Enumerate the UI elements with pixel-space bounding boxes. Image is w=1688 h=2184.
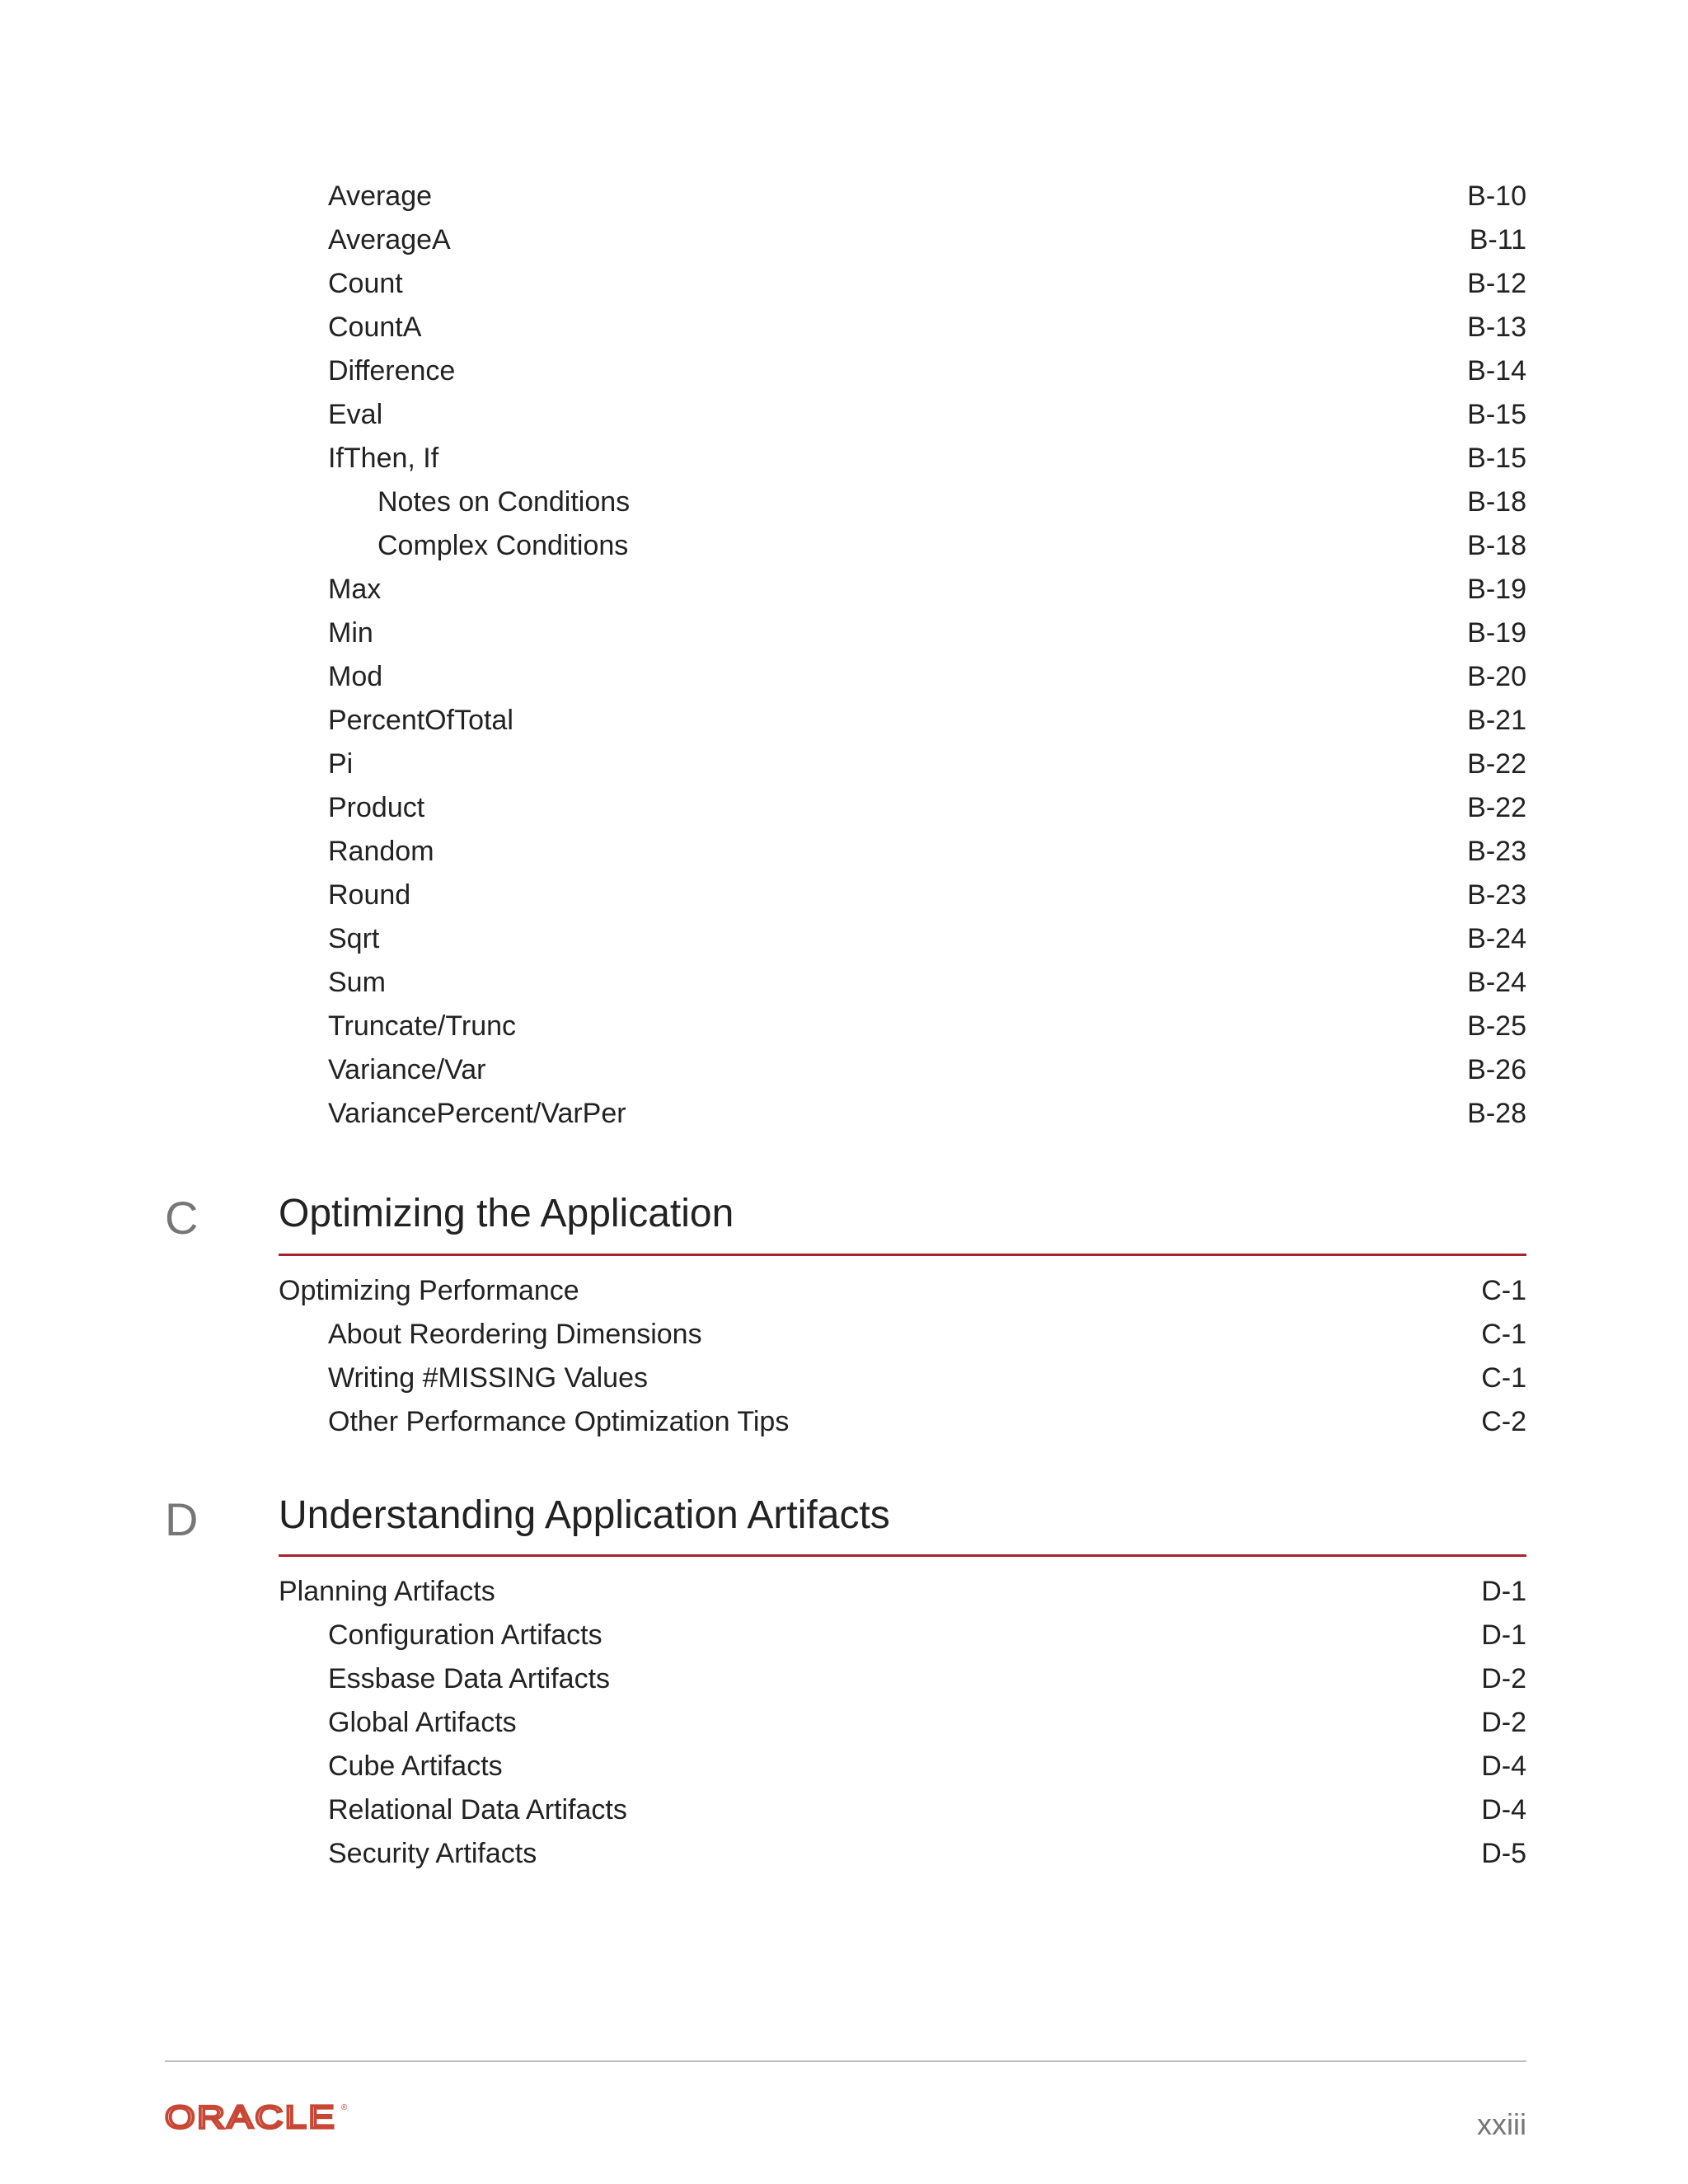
toc-entry-label: Security Artifacts [328, 1838, 537, 1869]
oracle-logo [165, 2100, 354, 2133]
toc-entry-label: Difference [328, 355, 456, 387]
toc-entry-label: Configuration Artifacts [328, 1619, 603, 1651]
toc-entry-label: Count [328, 268, 403, 299]
chapter-letter-c: C [165, 1192, 199, 1244]
toc-entry-label: CountA [328, 312, 422, 343]
toc-entry-page: B-24 [1467, 967, 1526, 998]
toc-entry-page: C-2 [1481, 1406, 1526, 1437]
toc-entry-page: D-1 [1481, 1576, 1526, 1607]
toc-entry-label: Min [328, 617, 373, 649]
toc-entry-page: B-24 [1467, 923, 1526, 954]
chapter-title-c[interactable]: Optimizing the Application [279, 1192, 734, 1235]
toc-entry-label: Sum [328, 967, 386, 998]
toc-entry-page: B-28 [1467, 1098, 1526, 1129]
toc-entry-label: PercentOfTotal [328, 705, 513, 736]
toc-entry-label: VariancePercent/VarPer [328, 1098, 626, 1129]
toc-entry-page: C-1 [1481, 1362, 1526, 1394]
chapter-divider [279, 1254, 1526, 1256]
toc-entry-page: B-22 [1467, 792, 1526, 823]
toc-entry-label: Writing #MISSING Values [328, 1362, 648, 1394]
toc-entry-page: B-10 [1467, 180, 1526, 212]
toc-entry-page: B-25 [1467, 1010, 1526, 1042]
toc-entry-label: Mod [328, 661, 383, 692]
toc-entry-label: About Reordering Dimensions [328, 1319, 702, 1350]
footer-divider [165, 2060, 1526, 2062]
toc-entry-label: Complex Conditions [377, 530, 629, 561]
toc-entry-page: B-12 [1467, 268, 1526, 299]
toc-entry-page: C-1 [1481, 1275, 1526, 1306]
toc-entry-page: B-26 [1467, 1054, 1526, 1085]
toc-entry-label: Relational Data Artifacts [328, 1794, 627, 1825]
toc-entry-page: B-14 [1467, 355, 1526, 387]
toc-entry-page: D-2 [1481, 1663, 1526, 1694]
chapter-title-d[interactable]: Understanding Application Artifacts [279, 1493, 890, 1537]
toc-entry-page: B-19 [1467, 574, 1526, 605]
toc-entry-label: Pi [328, 748, 354, 780]
toc-entry-page: B-21 [1467, 705, 1526, 736]
toc-entry-page: B-15 [1467, 399, 1526, 430]
toc-entry-label: Product [328, 792, 425, 823]
toc-entry-page: D-1 [1481, 1619, 1526, 1651]
toc-entry-label: Eval [328, 399, 383, 430]
toc-entry-page: B-13 [1467, 312, 1526, 343]
toc-entry-label: Max [328, 574, 382, 605]
chapter-letter-d: D [165, 1493, 199, 1545]
toc-entry-label: Global Artifacts [328, 1707, 517, 1738]
page-number: xxiii [1477, 2107, 1526, 2141]
toc-entry-label: Cube Artifacts [328, 1750, 503, 1782]
toc-entry-page: B-23 [1467, 836, 1526, 867]
toc-entry-page: D-4 [1481, 1750, 1526, 1782]
toc-entry-label: Sqrt [328, 923, 380, 954]
toc-entry-label: Planning Artifacts [279, 1576, 495, 1607]
toc-entry-page: D-4 [1481, 1794, 1526, 1825]
toc-entry-label: Other Performance Optimization Tips [328, 1406, 790, 1437]
toc-entry-page: B-23 [1467, 879, 1526, 911]
toc-entry-page: B-20 [1467, 661, 1526, 692]
toc-entry-label: AverageA [328, 224, 451, 255]
toc-entry-page: B-22 [1467, 748, 1526, 780]
toc-entry-label: Notes on Conditions [377, 486, 631, 518]
registered-mark-icon: ® [341, 2103, 348, 2112]
toc-entry-label: Average [328, 180, 433, 212]
toc-entry-label: IfThen, If [328, 443, 439, 474]
toc-entry-page: B-15 [1467, 443, 1526, 474]
oracle-logo-text: ORACLE [165, 2100, 336, 2133]
toc-entry-label: Essbase Data Artifacts [328, 1663, 611, 1694]
toc-entry-page: C-1 [1481, 1319, 1526, 1350]
toc-entry-page: B-18 [1467, 486, 1526, 518]
toc-entry-page: D-5 [1481, 1838, 1526, 1869]
chapter-divider [279, 1554, 1526, 1557]
toc-entry-label: Optimizing Performance [279, 1275, 579, 1306]
toc-entry-label: Round [328, 879, 411, 911]
toc-entry-label: Variance/Var [328, 1054, 486, 1085]
toc-entry-label: Truncate/Trunc [328, 1010, 517, 1042]
toc-entry-page: B-18 [1467, 530, 1526, 561]
toc-entry-page: B-11 [1469, 224, 1526, 255]
toc-entry-page: D-2 [1481, 1707, 1526, 1738]
toc-entry-page: B-19 [1467, 617, 1526, 649]
toc-entry-label: Random [328, 836, 434, 867]
